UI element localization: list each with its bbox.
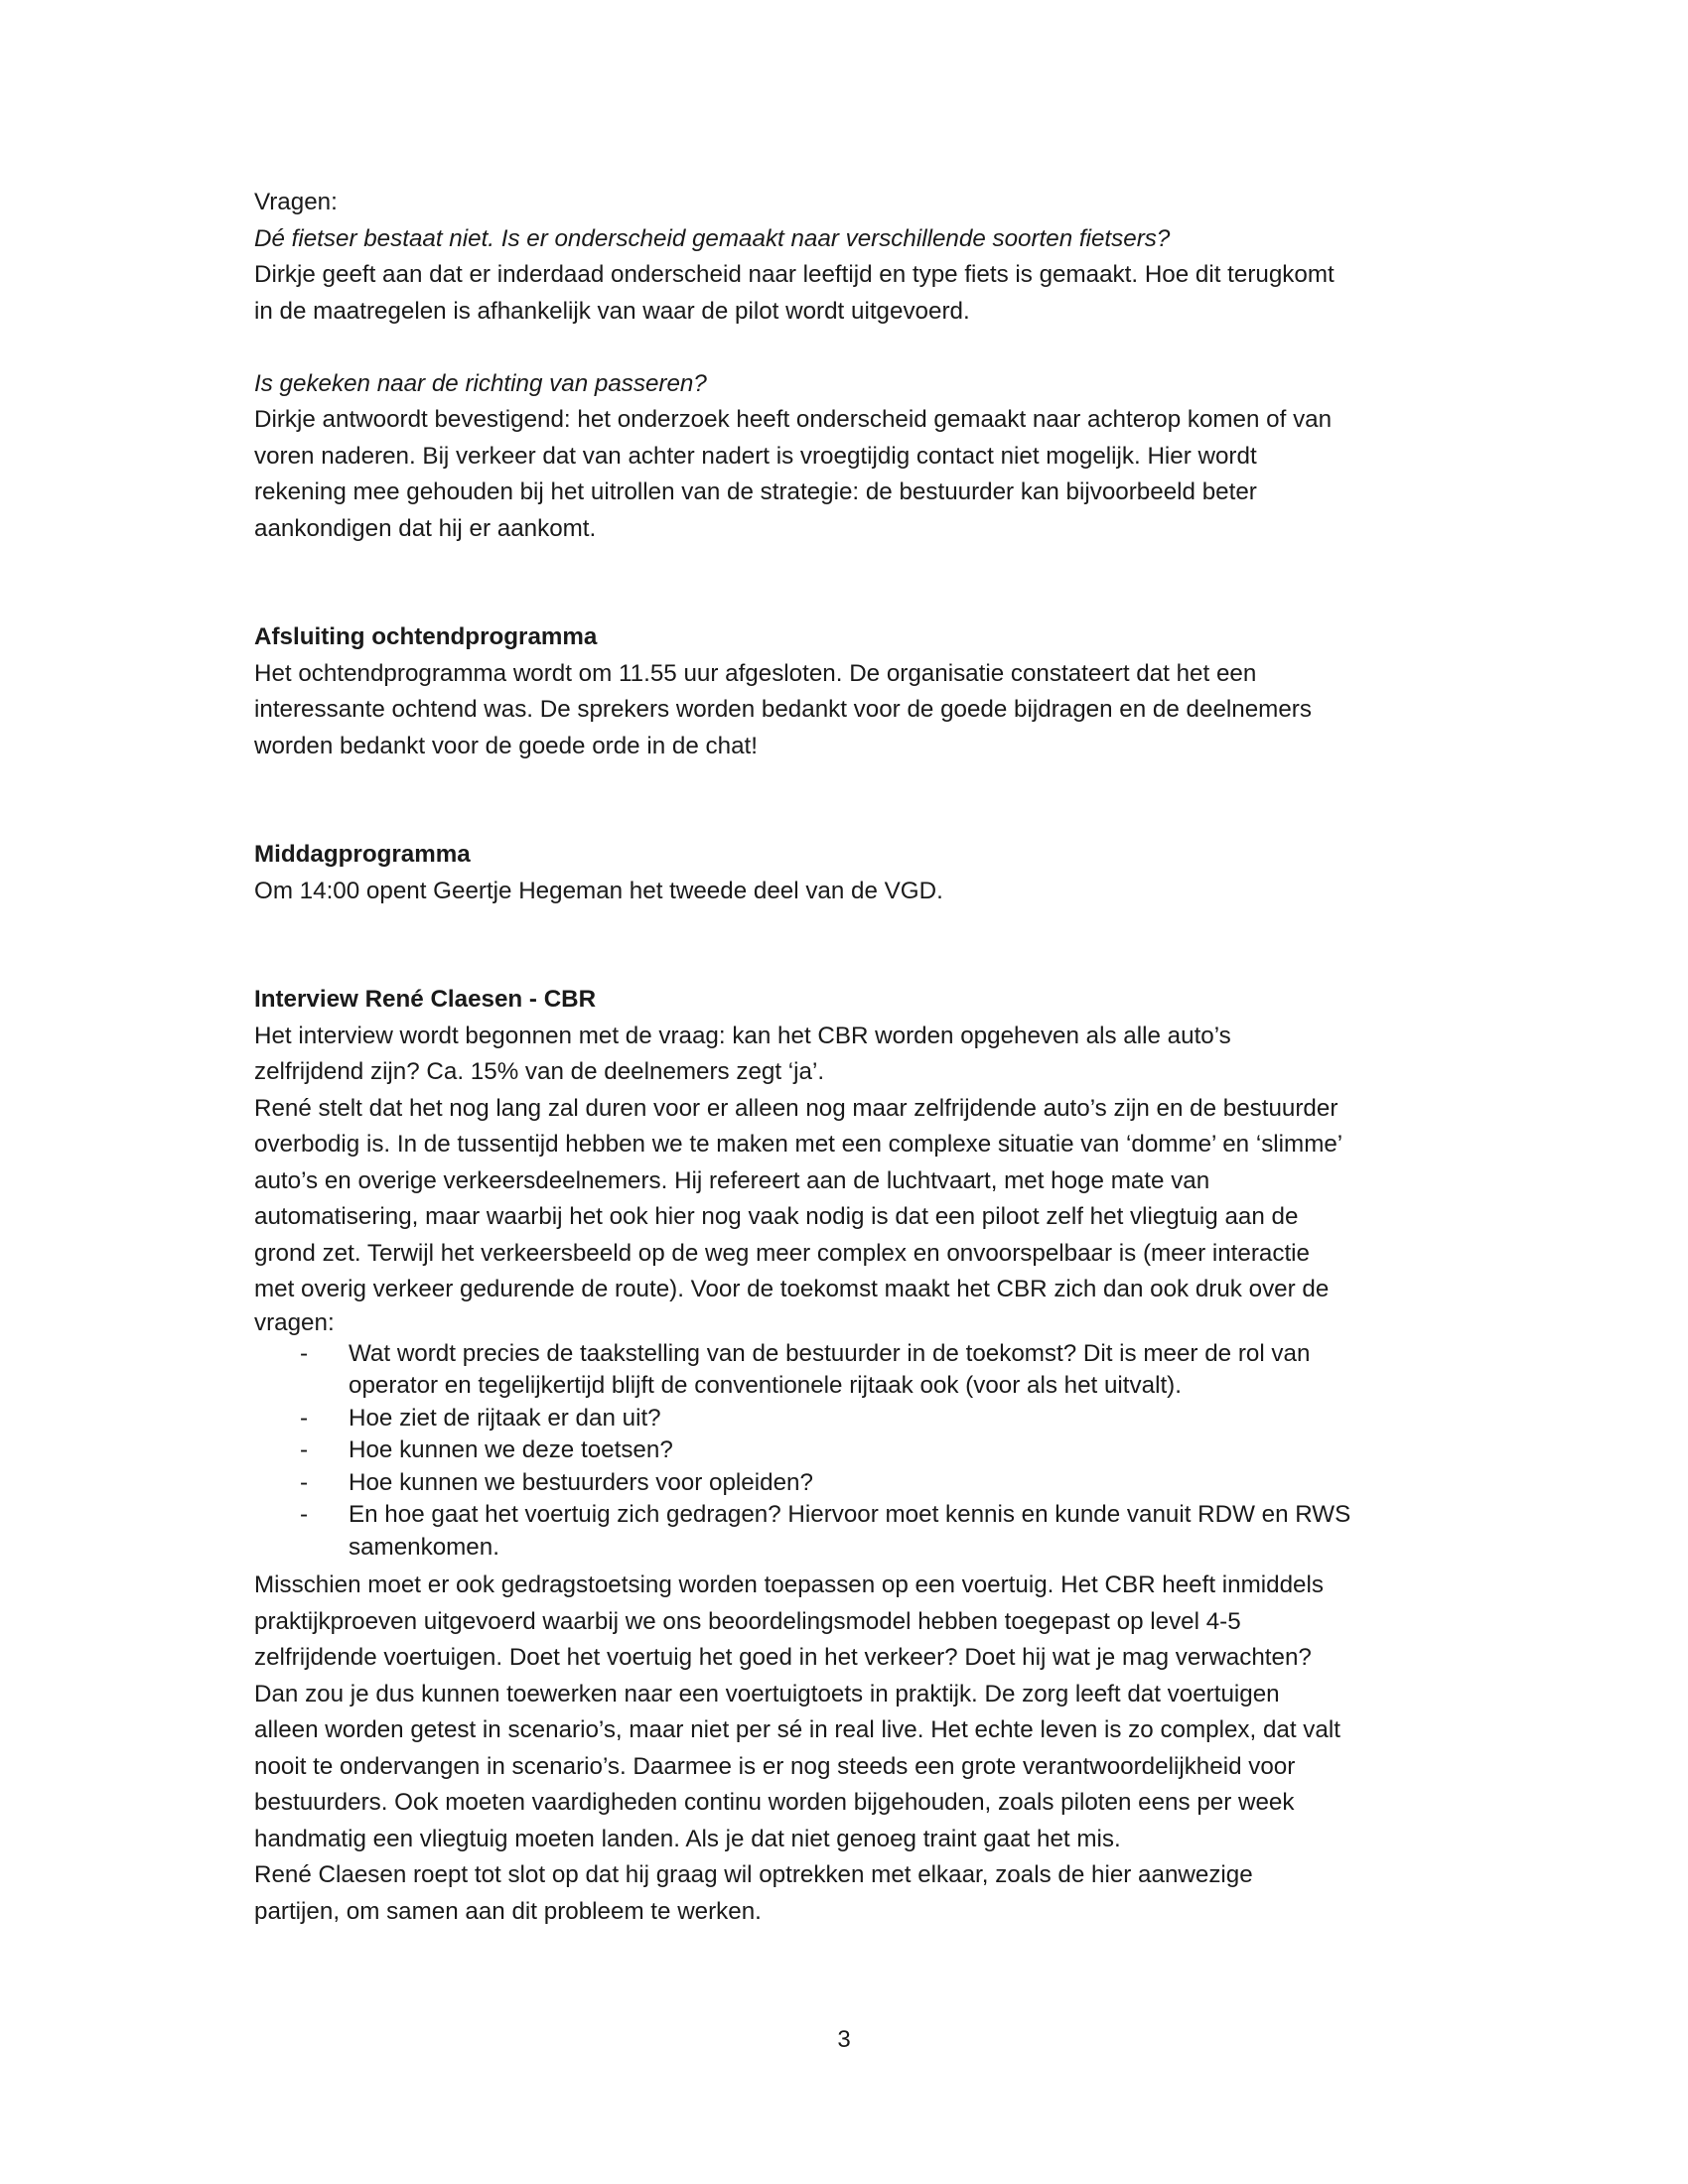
answer-line: Dirkje antwoordt bevestigend: het onderzoek heeft onderscheid gemaakt naar achterop komen of van xyxy=(254,406,1333,433)
paragraph-line: zelfrijdend zijn? Ca. 15% van de deelnemers zegt ‘ja’. xyxy=(254,1058,825,1085)
paragraph-line: automatisering, maar waarbij het ook hier nog vaak nodig is dat een piloot zelf het vliegtuig aan de xyxy=(254,1203,1299,1230)
answer-line: in de maatregelen is afhankelijk van waar de pilot wordt uitgevoerd. xyxy=(254,297,970,325)
list-item-line: Hoe kunnen we deze toetsen? xyxy=(349,1436,673,1463)
answer-passing-direction xyxy=(254,402,1446,547)
paragraph-line: Om 14:00 opent Geertje Hegeman het tweede deel van de VGD. xyxy=(254,877,943,904)
page-number: 3 xyxy=(837,2026,851,2053)
paragraph-line: vragen: xyxy=(254,1308,335,1336)
paragraph-line: interessante ochtend was. De sprekers worden bedankt voor de goede bijdragen en de deelnemers xyxy=(254,696,1312,723)
list-item-line: Hoe kunnen we bestuurders voor opleiden? xyxy=(349,1468,813,1496)
document-body xyxy=(254,185,1446,1930)
paragraph-line: zelfrijdende voertuigen. Doet het voertuig het goed in het verkeer? Doet hij wat je mag verwachten? xyxy=(254,1644,1312,1671)
afternoon-heading: Middagprogramma xyxy=(254,841,471,868)
paragraph-line: bestuurders. Ook moeten vaardigheden continu worden bijgehouden, zoals piloten eens per week xyxy=(254,1789,1295,1816)
paragraph-line: Het interview wordt begonnen met de vraag: kan het CBR worden opgeheven als alle auto’s xyxy=(254,1022,1231,1049)
closing-paragraph xyxy=(254,656,1446,765)
bullet-dash: - xyxy=(300,1501,309,1528)
interview-intro xyxy=(254,1019,1446,1338)
interview-heading: Interview René Claesen - CBR xyxy=(254,986,597,1013)
answer-line: aankondigen dat hij er aankomt. xyxy=(254,514,597,542)
list-item xyxy=(254,1467,1446,1500)
list-item-line: Wat wordt precies de taakstelling van de bestuurder in de toekomst? Dit is meer de rol van xyxy=(349,1339,1311,1367)
paragraph-line: handmatig een vliegtuig moeten landen. Als je dat niet genoeg traint gaat het mis. xyxy=(254,1825,1121,1852)
afternoon-paragraph xyxy=(254,874,1446,910)
bullet-dash: - xyxy=(300,1468,309,1496)
question-passing-direction: Is gekeken naar de richting van passeren? xyxy=(254,369,707,397)
bullet-dash: - xyxy=(300,1404,309,1432)
bullet-dash: - xyxy=(300,1339,309,1367)
list-item xyxy=(254,1403,1446,1435)
answer-line: rekening mee gehouden bij het uitrollen van de strategie: de bestuurder kan bijvoorbeeld beter xyxy=(254,478,1257,505)
paragraph-line: praktijkproeven uitgevoerd waarbij we ons beoordelingsmodel hebben toegepast op level 4-5 xyxy=(254,1607,1241,1635)
question-cyclist-types: Dé fietser bestaat niet. Is er onderscheid gemaakt naar verschillende soorten fietsers? xyxy=(254,224,1171,252)
list-item-line: Hoe ziet de rijtaak er dan uit? xyxy=(349,1404,661,1432)
paragraph-line: Misschien moet er ook gedragstoetsing worden toepassen op een voertuig. Het CBR heeft inmiddels xyxy=(254,1571,1324,1598)
list-item-line: operator en tegelijkertijd blijft de conventionele rijtaak ook (voor als het uitvalt). xyxy=(349,1372,1182,1399)
list-item xyxy=(254,1338,1446,1403)
questions-heading: Vragen: xyxy=(254,189,338,215)
paragraph-line: grond zet. Terwijl het verkeersbeeld op de weg meer complex en onvoorspelbaar is (meer interactie xyxy=(254,1239,1310,1267)
paragraph-line: partijen, om samen aan dit probleem te werken. xyxy=(254,1897,762,1925)
paragraph-line: Dan zou je dus kunnen toewerken naar een voertuigtoets in praktijk. De zorg leeft dat voertuigen xyxy=(254,1680,1280,1707)
list-item-line: En hoe gaat het voertuig zich gedragen? Hiervoor moet kennis en kunde vanuit RDW en RWS xyxy=(349,1501,1351,1528)
paragraph-line: alleen worden getest in scenario’s, maar niet per sé in real live. Het echte leven is zo complex, dat valt xyxy=(254,1716,1340,1743)
list-item xyxy=(254,1499,1446,1564)
paragraph-line: Het ochtendprogramma wordt om 11.55 uur afgesloten. De organisatie constateert dat het een xyxy=(254,659,1257,687)
answer-cyclist-types xyxy=(254,257,1446,330)
answer-line: voren naderen. Bij verkeer dat van achter nadert is vroegtijdig contact niet mogelijk. Hier wordt xyxy=(254,442,1257,470)
paragraph-line: auto’s en overige verkeersdeelnemers. Hij refereert aan de luchtvaart, met hoge mate van xyxy=(254,1166,1210,1194)
list-item xyxy=(254,1434,1446,1467)
bullet-dash: - xyxy=(300,1436,309,1463)
paragraph-line: overbodig is. In de tussentijd hebben we te maken met een complexe situatie van ‘domme’ en ‘slimme’ xyxy=(254,1131,1343,1158)
paragraph-line: nooit te ondervangen in scenario’s. Daarmee is er nog steeds een grote verantwoordelijkheid voor xyxy=(254,1752,1296,1780)
paragraph-line: René Claesen roept tot slot op dat hij graag wil optrekken met elkaar, zoals de hier aanwezige xyxy=(254,1861,1253,1888)
paragraph-line: René stelt dat het nog lang zal duren voor er alleen nog maar zelfrijdende auto’s zijn en de bestuurder xyxy=(254,1094,1338,1122)
paragraph-line: worden bedankt voor de goede orde in de chat! xyxy=(254,732,758,759)
cbr-questions-list xyxy=(254,1338,1446,1565)
paragraph-line: met overig verkeer gedurende de route). Voor de toekomst maakt het CBR zich dan ook druk over de xyxy=(254,1276,1330,1302)
interview-outro xyxy=(254,1568,1446,1930)
closing-heading: Afsluiting ochtendprogramma xyxy=(254,623,598,650)
list-item-line: samenkomen. xyxy=(349,1533,499,1561)
answer-line: Dirkje geeft aan dat er inderdaad onderscheid naar leeftijd en type fiets is gemaakt. Hoe dit terugkomt xyxy=(254,261,1335,288)
